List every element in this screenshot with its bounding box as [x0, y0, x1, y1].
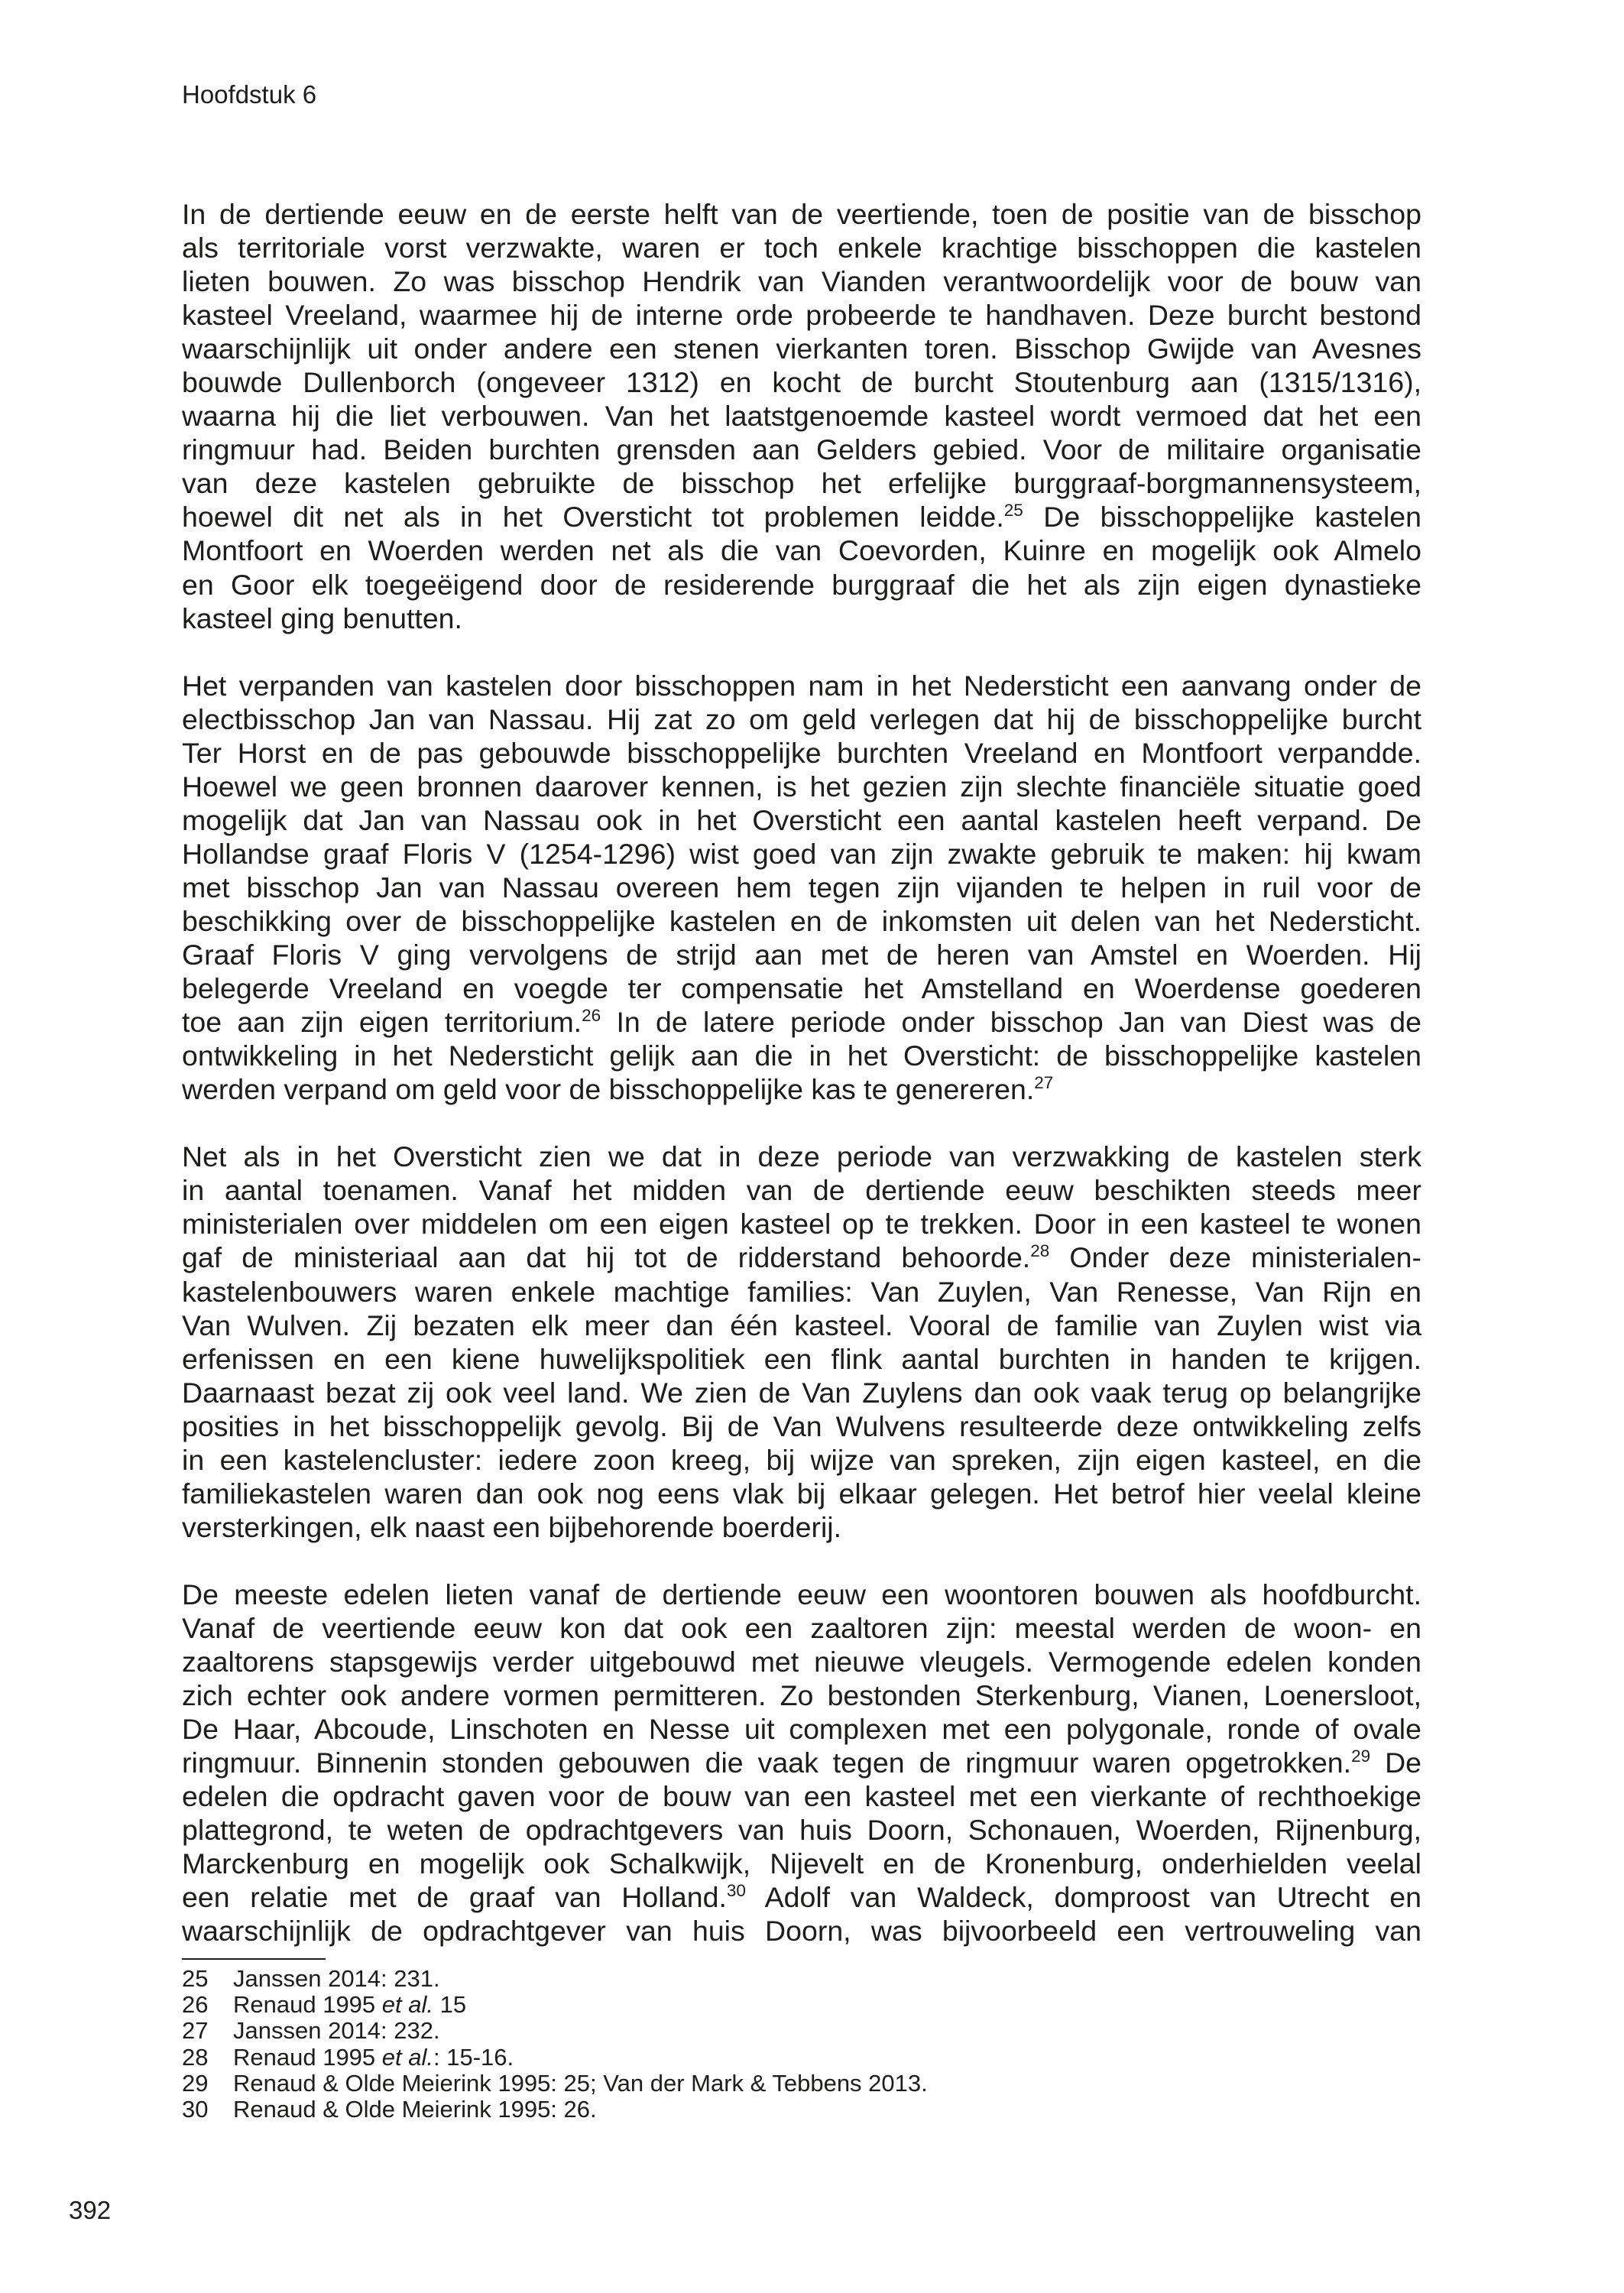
text-run: waarschijnlijk de opdrachtgever van huis Doorn, was bijvoorbeeld een vertrouweling van	[182, 1915, 1421, 1948]
footnote	[182, 1966, 928, 1992]
text-run: Renaud 1995	[233, 1991, 382, 2019]
text-run: kasteel ging benutten.	[182, 602, 462, 634]
footnote	[182, 2071, 928, 2097]
text-run: zaaltorens stapsgewijs verder uitgebouwd met nieuwe vleugels. Vermogende edelen konden	[182, 1646, 1421, 1678]
text-run: edelen die opdracht gaven voor de bouw van een kasteel met een vierkante of rechthoekige	[182, 1780, 1421, 1813]
text-run: plattegrond, te weten de opdrachtgevers van huis Doorn, Schonauen, Woerden, Rijnenburg,	[182, 1814, 1421, 1847]
text-run: gaf de ministeriaal aan dat hij tot de ridderstand behoorde.	[182, 1241, 1031, 1274]
footnote	[182, 2018, 928, 2044]
footnote-reference[interactable]: 30	[726, 1881, 746, 1901]
text-line	[182, 803, 1421, 837]
text-line	[182, 938, 1421, 971]
text-line	[182, 1309, 1421, 1342]
text-run: Renaud & Olde Meierink 1995: 25; Van der Mark & Tebbens 2013.	[233, 2069, 928, 2097]
text-run: De bisschoppelijke kastelen	[1023, 501, 1421, 534]
text-run: Daarnaast bezat zij ook veel land. We zien de Van Zuylens dan ook vaak terug op belangrijke	[182, 1376, 1421, 1409]
text-run: Adolf van Waldeck, domproost van Utrecht en	[745, 1881, 1421, 1914]
text-run: Ter Horst en de pas gebouwde bisschoppelijke burchten Vreeland en Montfoort verpandde.	[182, 736, 1421, 769]
text-run: De meeste edelen lieten vanaf de dertiende eeuw een woontoren bouwen als hoofdburcht.	[182, 1578, 1421, 1610]
text-run: hoewel dit net als in het Oversticht tot problemen leidde.	[182, 501, 1004, 534]
text-line	[182, 1376, 1421, 1409]
text-line	[182, 1813, 1421, 1847]
footnote	[182, 2097, 928, 2123]
text-run: kastelenbouwers waren enkele machtige families: Van Zuylen, Van Renesse, Van Rijn en	[182, 1275, 1421, 1308]
text-line	[182, 1140, 1421, 1173]
text-line	[182, 433, 1421, 466]
footnote-reference[interactable]: 26	[582, 1006, 601, 1026]
text-line	[182, 1645, 1421, 1678]
text-line	[182, 197, 1421, 231]
text-run: familiekastelen waren dan ook nog eens vlak bij elkaar gelegen. Het betrof hier veelal kleine	[182, 1477, 1421, 1510]
text-line	[182, 1342, 1421, 1376]
text-run: Janssen 2014: 232.	[233, 2017, 440, 2045]
footnote-number: 25	[182, 1965, 209, 1992]
text-line	[182, 568, 1421, 602]
text-run: : 15-16.	[433, 2043, 514, 2071]
text-run: De Haar, Abcoude, Linschoten en Nesse uit complexen met een polygonale, ronde of ovale	[182, 1713, 1421, 1746]
text-line	[182, 399, 1421, 433]
footnote-number: 29	[182, 2069, 209, 2097]
text-line	[182, 231, 1421, 264]
paragraph	[182, 669, 1421, 1107]
footnote-text	[233, 1991, 466, 2018]
footnote-rule	[182, 1958, 326, 1960]
text-run: in aantal toenamen. Vanaf het midden van de dertiende eeuw beschikten steeds meer	[182, 1174, 1421, 1207]
running-head: Hoofdstuk 6	[182, 80, 317, 109]
text-run: Hoewel we geen bronnen daarover kennen, is het gezien zijn slechte financiële situatie goed	[182, 770, 1421, 803]
text-line	[182, 264, 1421, 298]
paragraph-gap	[182, 635, 1421, 669]
text-run: Onder deze ministerialen-	[1049, 1241, 1421, 1274]
text-run: toe aan zijn eigen territorium.	[182, 1006, 582, 1039]
footnote-reference[interactable]: 29	[1351, 1747, 1371, 1766]
footnote-text	[233, 1965, 440, 1992]
text-line	[182, 1914, 1421, 1948]
text-run: werden verpand om geld voor de bisschoppelijke kas te genereren.	[182, 1073, 1035, 1106]
footnote-text	[233, 2044, 514, 2071]
text-line	[182, 1510, 1421, 1544]
text-run: Hollandse graaf Floris V (1254-1296) wist goed van zijn zwakte gebruik te maken: hij kwam	[182, 837, 1421, 870]
text-line	[182, 837, 1421, 871]
text-run: De	[1370, 1747, 1421, 1779]
text-line	[182, 1712, 1421, 1746]
text-run: Net als in het Oversticht zien we dat in deze periode van verzwakking de kastelen sterk	[182, 1140, 1421, 1173]
text-line	[182, 298, 1421, 332]
footnote	[182, 1992, 928, 2018]
italic-text: et al.	[381, 1991, 433, 2019]
footnote-text	[233, 2096, 597, 2123]
text-line	[182, 602, 1421, 635]
text-line	[182, 534, 1421, 567]
text-run: In de dertiende eeuw en de eerste helft van de veertiende, toen de positie van de bisschop	[182, 198, 1421, 230]
footnote-text	[233, 2017, 440, 2044]
text-run: bouwde Dullenborch (ongeveer 1312) en kocht de burcht Stoutenburg aan (1315/1316),	[182, 366, 1421, 399]
text-line	[182, 1443, 1421, 1477]
italic-text: et al.	[381, 2043, 433, 2071]
text-run: Janssen 2014: 231.	[233, 1965, 440, 1992]
text-line	[182, 904, 1421, 938]
text-line	[182, 669, 1421, 702]
text-line	[182, 1072, 1421, 1106]
text-run: In de latere periode onder bisschop Jan van Diest was de	[601, 1006, 1421, 1039]
page-number: 392	[69, 2196, 112, 2224]
text-line	[182, 702, 1421, 736]
text-line	[182, 1241, 1421, 1274]
footnote-number: 26	[182, 1991, 209, 2019]
text-run: Het verpanden van kastelen door bisschoppen nam in het Nedersticht een aanvang onder de	[182, 669, 1421, 702]
text-run: in een kastelencluster: iedere zoon kreeg, bij wijze van spreken, zijn eigen kasteel, en die	[182, 1443, 1421, 1476]
text-run: posities in het bisschoppelijk gevolg. Bij de Van Wulvens resulteerde deze ontwikkeling zelfs	[182, 1409, 1421, 1442]
text-run: Van Wulven. Zij bezaten elk meer dan één kasteel. Vooral de familie van Zuylen wist via	[182, 1309, 1421, 1341]
text-line	[182, 1779, 1421, 1813]
text-line	[182, 1477, 1421, 1510]
text-line	[182, 871, 1421, 904]
text-run: waarschijnlijk uit onder andere een stenen vierkanten toren. Bisschop Gwijde van Avesnes	[182, 332, 1421, 365]
text-run: en Goor elk toegeëigend door de residerende burggraaf die het als zijn eigen dynastieke	[182, 568, 1421, 601]
text-run: mogelijk dat Jan van Nassau ook in het Oversticht een aantal kastelen heeft verpand. De	[182, 803, 1421, 836]
text-run: Montfoort en Woerden werden net als die van Coevorden, Kuinre en mogelijk ook Almelo	[182, 534, 1421, 567]
text-line	[182, 1409, 1421, 1443]
text-run: Renaud 1995	[233, 2043, 382, 2071]
text-run: Renaud & Olde Meierink 1995: 26.	[233, 2095, 597, 2123]
footnote-reference[interactable]: 28	[1030, 1241, 1050, 1261]
footnote-reference[interactable]: 25	[1003, 501, 1023, 521]
footnote-number: 30	[182, 2095, 209, 2123]
footnote-text	[233, 2070, 928, 2097]
text-run: belegerde Vreeland en voegde ter compensatie het Amstelland en Woerdense goederen	[182, 972, 1421, 1005]
paragraph-gap	[182, 1106, 1421, 1140]
text-line	[182, 1847, 1421, 1880]
text-line	[182, 1880, 1421, 1914]
text-run: kasteel Vreeland, waarmee hij de interne orde probeerde te handhaven. Deze burcht bestond	[182, 299, 1421, 332]
text-line	[182, 1005, 1421, 1039]
text-run: lieten bouwen. Zo was bisschop Hendrik van Vianden verantwoordelijk voor de bouw van	[182, 265, 1421, 298]
text-line	[182, 1746, 1421, 1779]
text-run: als territoriale vorst verzwakte, waren er toch enkele krachtige bisschoppen die kastelen	[182, 232, 1421, 264]
paragraph	[182, 197, 1421, 635]
text-run: Marckenburg en mogelijk ook Schalkwijk, Nijevelt en de Kronenburg, onderhielden veelal	[182, 1847, 1421, 1880]
text-line	[182, 1678, 1421, 1712]
text-line	[182, 365, 1421, 399]
text-line	[182, 466, 1421, 500]
text-line	[182, 1578, 1421, 1611]
text-line	[182, 500, 1421, 534]
paragraph	[182, 1578, 1421, 1948]
text-line	[182, 1039, 1421, 1072]
footnotes	[182, 1966, 928, 2123]
text-line	[182, 1207, 1421, 1241]
text-line	[182, 1173, 1421, 1207]
footnote-number: 28	[182, 2043, 209, 2071]
text-line	[182, 971, 1421, 1005]
text-run: ringmuur had. Beiden burchten grensden aan Gelders gebied. Voor de militaire organisatie	[182, 433, 1421, 466]
paragraph-gap	[182, 1544, 1421, 1578]
paragraph	[182, 1140, 1421, 1544]
text-run: van deze kastelen gebruikte de bisschop het erfelijke burggraaf-borgmannensysteem,	[182, 467, 1421, 500]
text-run: erfenissen en een kiene huwelijkspolitiek een flink aantal burchten in handen te krijgen.	[182, 1342, 1421, 1375]
text-line	[182, 332, 1421, 365]
footnote	[182, 2045, 928, 2071]
footnote-number: 27	[182, 2017, 209, 2045]
footnote-reference[interactable]: 27	[1034, 1073, 1054, 1093]
text-run: beschikking over de bisschoppelijke kastelen en de inkomsten uit delen van het Nedersticht.	[182, 904, 1421, 937]
text-run: Vanaf de veertiende eeuw kon dat ook een zaaltoren zijn: meestal werden de woon- en	[182, 1611, 1421, 1644]
text-line	[182, 736, 1421, 770]
text-line	[182, 770, 1421, 803]
text-run: zich echter ook andere vormen permitteren. Zo bestonden Sterkenburg, Vianen, Loenersloot,	[182, 1679, 1421, 1712]
text-run: ministerialen over middelen om een eigen kasteel op te trekken. Door in een kasteel te wonen	[182, 1208, 1421, 1241]
text-run: ontwikkeling in het Nedersticht gelijk aan die in het Oversticht: de bisschoppelijke kastelen	[182, 1039, 1421, 1072]
text-run: Graaf Floris V ging vervolgens de strijd aan met de heren van Amstel en Woerden. Hij	[182, 939, 1421, 971]
text-line	[182, 1275, 1421, 1309]
text-run: een relatie met de graaf van Holland.	[182, 1881, 727, 1914]
text-run: met bisschop Jan van Nassau overeen hem tegen zijn vijanden te helpen in ruil voor de	[182, 871, 1421, 903]
text-line	[182, 1611, 1421, 1645]
text-run: 15	[433, 1991, 467, 2019]
text-run: versterkingen, elk naast een bijbehorende boerderij.	[182, 1510, 842, 1543]
text-run: ringmuur. Binnenin stonden gebouwen die vaak tegen de ringmuur waren opgetrokken.	[182, 1747, 1352, 1779]
body-text	[182, 197, 1421, 1948]
text-run: waarna hij die liet verbouwen. Van het laatstgenoemde kasteel wordt vermoed dat het een	[182, 400, 1421, 433]
text-run: electbisschop Jan van Nassau. Hij zat zo om geld verlegen dat hij de bisschoppelijke burcht	[182, 702, 1421, 735]
